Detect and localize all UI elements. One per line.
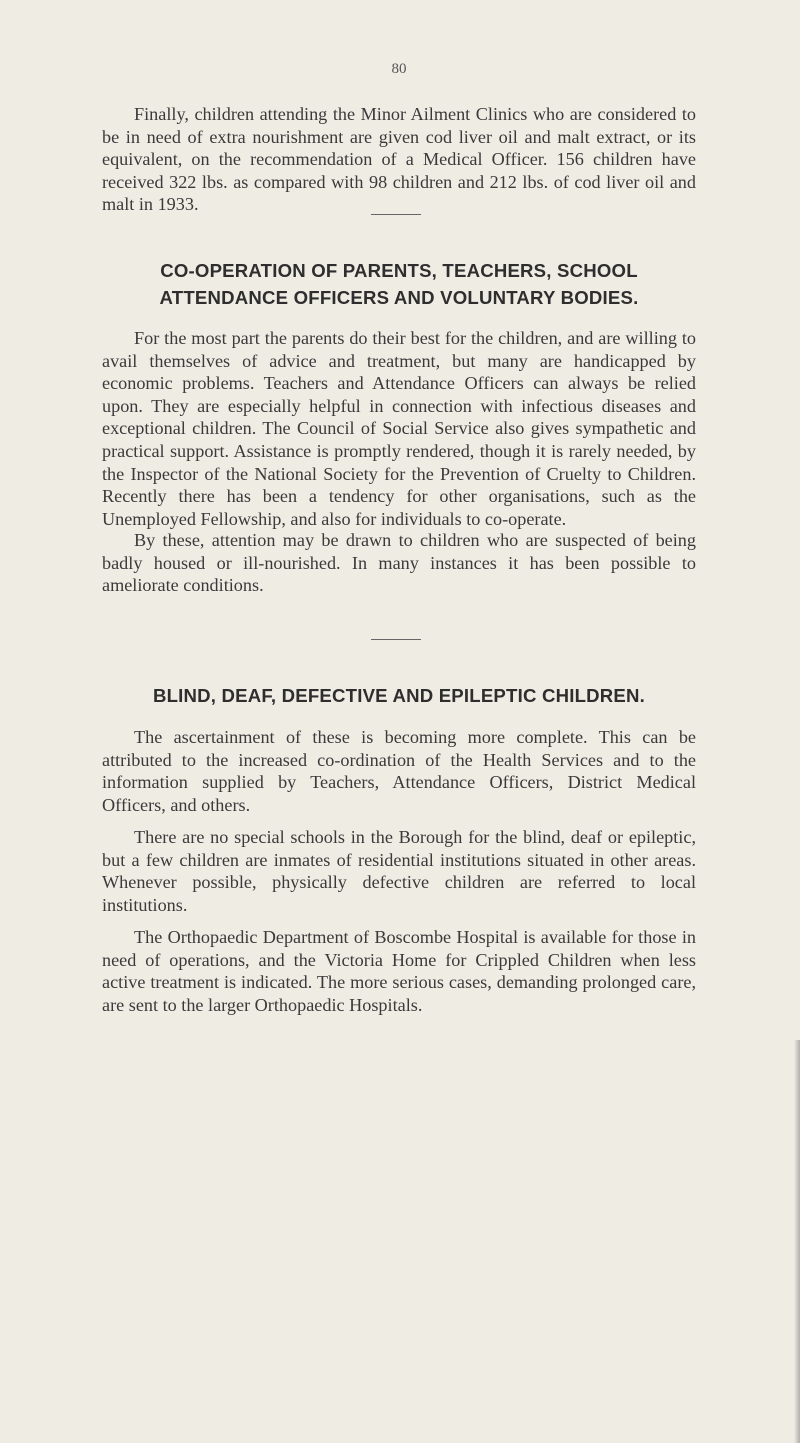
heading-blind-deaf: BLIND, DEAF, DEFECTIVE AND EPILEPTIC CHILDREN. [153, 685, 645, 706]
paragraph-ill-nourished: By these, attention may be drawn to children who are suspected of being badly housed or ill-nourished. In many instances it has been possible to ameliorate conditions. [102, 530, 696, 596]
paragraph-ascertainment: The ascertainment of these is becoming more complete. This can be attributed to the increased co-ordination of the Health Services and to the information supplied by Teachers, Attendance Officers, District Medical Officers, and others. [102, 727, 696, 815]
page-edge-shadow [794, 1040, 800, 1443]
section-divider [371, 639, 421, 640]
heading-cooperation: CO-OPERATION OF PARENTS, TEACHERS, SCHOOL ATTENDANCE OFFICERS AND VOLUNTARY BODIES. [159, 260, 639, 308]
paragraph-cod-liver-oil: Finally, children attending the Minor Ailment Clinics who are considered to be in need of extra nourishment are given cod liver oil and malt extract, or its equivalent, on the recommendation of a Medical Officer. 156 children have received 322 lbs. as compared with 98 children and 212 lbs. of cod liver oil and malt in 1933. [102, 104, 696, 215]
page-number: 80 [391, 61, 407, 77]
paragraph-special-schools: There are no special schools in the Borough for the blind, deaf or epileptic, but a few children are inmates of residential institutions situated in other areas. Whenever possible, physically defective children are referred to local institutions. [102, 827, 696, 915]
section-divider [371, 214, 421, 215]
paragraph-parents-teachers: For the most part the parents do their best for the children, and are willing to avail themselves of advice and treatment, but many are handicapped by economic problems. Teachers and Attendance Officers can always be relied upon. They are especially helpful in connection with infectious diseases and exceptional children. The Council of Social Service also gives sympathetic and practical support. Assistance is promptly rendered, though it is rarely needed, by the Inspector of the National Society for the Prevention of Cruelty to Children. Recently there has been a tendency for other organisations, such as the Unemployed Fellowship, and also for individuals to co-operate. [102, 328, 696, 529]
paragraph-orthopaedic: The Orthopaedic Department of Boscombe Hospital is available for those in need of operations, and the Victoria Home for Crippled Children when less active treatment is indicated. The more serious cases, demanding prolonged care, are sent to the larger Orthopaedic Hospitals. [102, 927, 696, 1015]
